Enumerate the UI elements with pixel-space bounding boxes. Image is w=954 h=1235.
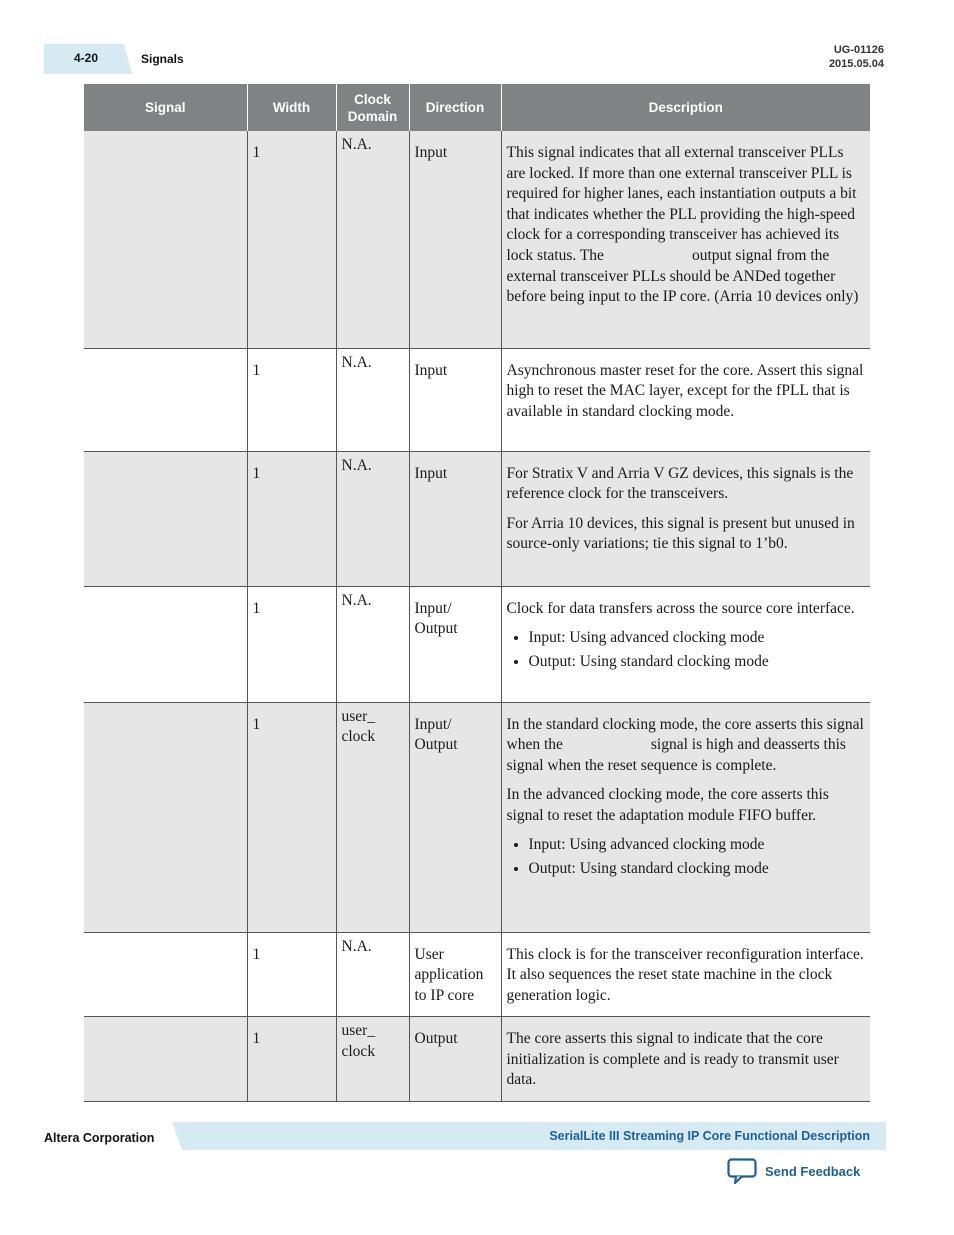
description-bullet: • Input: Using advanced clocking mode (529, 628, 866, 649)
table-row (84, 702, 870, 932)
column-header-description: Description (501, 84, 870, 131)
signal-cell (84, 131, 247, 348)
description-text: For Stratix V and Arria V GZ devices, this signals is the reference clock for the transceivers. (506, 464, 854, 503)
description-bullet-list (507, 628, 866, 672)
description-text: Asynchronous master reset for the core. Assert this signal high to reset the MAC layer, except for the fPLL that is available in standard clocking mode. (506, 361, 864, 420)
clock-domain-cell: user_ clock (336, 1017, 409, 1102)
doc-number: UG-01126 (833, 44, 884, 56)
clock-domain-cell: N.A. (336, 586, 409, 702)
column-header-signal: Signal (84, 84, 247, 131)
direction-cell: Input (409, 131, 501, 348)
signal-cell (84, 702, 247, 932)
send-feedback-link[interactable] (727, 1158, 860, 1184)
description-text: The core asserts this signal to indicate that the core initialization is complete and is ready to transmit user data. (506, 1030, 839, 1089)
description-paragraph (507, 715, 866, 777)
description-bullet-list (507, 835, 866, 879)
signal-cell (84, 1017, 247, 1102)
document-id (829, 43, 884, 71)
description-text: This clock is for the transceiver reconfiguration interface. It also sequences the reset state machine in the clock generation logic. (506, 945, 864, 1004)
table-row (84, 932, 870, 1017)
clock-domain-cell: user_ clock (336, 702, 409, 932)
direction-cell: Output (409, 1017, 501, 1102)
send-feedback-label: Send Feedback (765, 1163, 861, 1179)
description-bullet: • Output: Using standard clocking mode (529, 859, 866, 880)
column-header-width: Width (247, 84, 336, 131)
table-row (84, 451, 870, 586)
footer-doc-title: SerialLite III Streaming IP Core Functional Description (549, 1129, 870, 1143)
signal-cell (84, 932, 247, 1017)
signals-table (84, 84, 870, 1102)
clock-domain-cell: N.A. (336, 932, 409, 1017)
direction-cell: Input/ Output (409, 586, 501, 702)
description-paragraph (507, 361, 866, 423)
company-name: Altera Corporation (44, 1131, 155, 1145)
description-text: For Arria 10 devices, this signal is present but unused in source-only variations; tie this signal to 1’b0. (506, 514, 855, 553)
description-cell (501, 1017, 870, 1102)
description-text: In the standard clocking mode, the core asserts this signal when the (506, 715, 864, 754)
page-number: 4-20 (74, 51, 99, 65)
description-bullet: • Input: Using advanced clocking mode (529, 835, 866, 856)
table-body (84, 131, 870, 1102)
table-row (84, 348, 870, 451)
section-title: Signals (141, 52, 184, 66)
description-cell (501, 451, 870, 586)
description-cell (501, 932, 870, 1017)
width-cell: 1 (247, 131, 336, 348)
description-paragraph (507, 143, 866, 308)
description-bullet: • Output: Using standard clocking mode (529, 652, 866, 673)
signal-cell (84, 348, 247, 451)
clock-domain-cell: N.A. (336, 348, 409, 451)
doc-date: 2015.05.04 (828, 58, 884, 70)
width-cell: 1 (247, 702, 336, 932)
description-text: Clock for data transfers across the source core interface. (506, 599, 855, 617)
description-paragraph (507, 785, 866, 826)
table-row (84, 131, 870, 348)
width-cell: 1 (247, 932, 336, 1017)
table-row (84, 586, 870, 702)
description-paragraph (507, 1029, 866, 1091)
width-cell: 1 (247, 451, 336, 586)
description-text: This signal indicates that all external transceiver PLLs are locked. If more than one external transceiver PLL is required for higher lanes, each instantiation outputs a bit that indicates whether the PLL providing the high-speed clock for a corresponding transceiver has achieved its lock status. The (506, 144, 857, 264)
signal-cell (84, 586, 247, 702)
direction-cell: Input (409, 348, 501, 451)
speech-bubble-icon (727, 1158, 757, 1184)
description-cell (501, 348, 870, 451)
clock-domain-cell: N.A. (336, 451, 409, 586)
description-paragraph (507, 599, 866, 620)
description-cell (501, 586, 870, 702)
description-paragraph (507, 464, 866, 505)
width-cell: 1 (247, 348, 336, 451)
description-cell (501, 131, 870, 348)
description-cell (501, 702, 870, 932)
clock-domain-cell: N.A. (336, 131, 409, 348)
column-header-direction: Direction (409, 84, 501, 131)
description-paragraph (507, 945, 866, 1007)
direction-cell: User application to IP core (409, 932, 501, 1017)
width-cell: 1 (247, 586, 336, 702)
column-header-clock-domain: Clock Domain (336, 84, 409, 131)
signal-cell (84, 451, 247, 586)
width-cell: 1 (247, 1017, 336, 1102)
direction-cell: Input/ Output (409, 702, 501, 932)
description-paragraph (507, 514, 866, 555)
table-header-row (84, 84, 870, 131)
direction-cell: Input (409, 451, 501, 586)
description-text: output signal from the external transceiver PLLs should be ANDed together before being input to the IP core. (Arria 10 devices only) (506, 246, 859, 306)
table-row (84, 1017, 870, 1102)
description-text: In the advanced clocking mode, the core asserts this signal to reset the adaptation module FIFO buffer. (506, 786, 829, 824)
description-text: signal is high and deasserts this signal when the reset sequence is complete. (506, 736, 846, 774)
